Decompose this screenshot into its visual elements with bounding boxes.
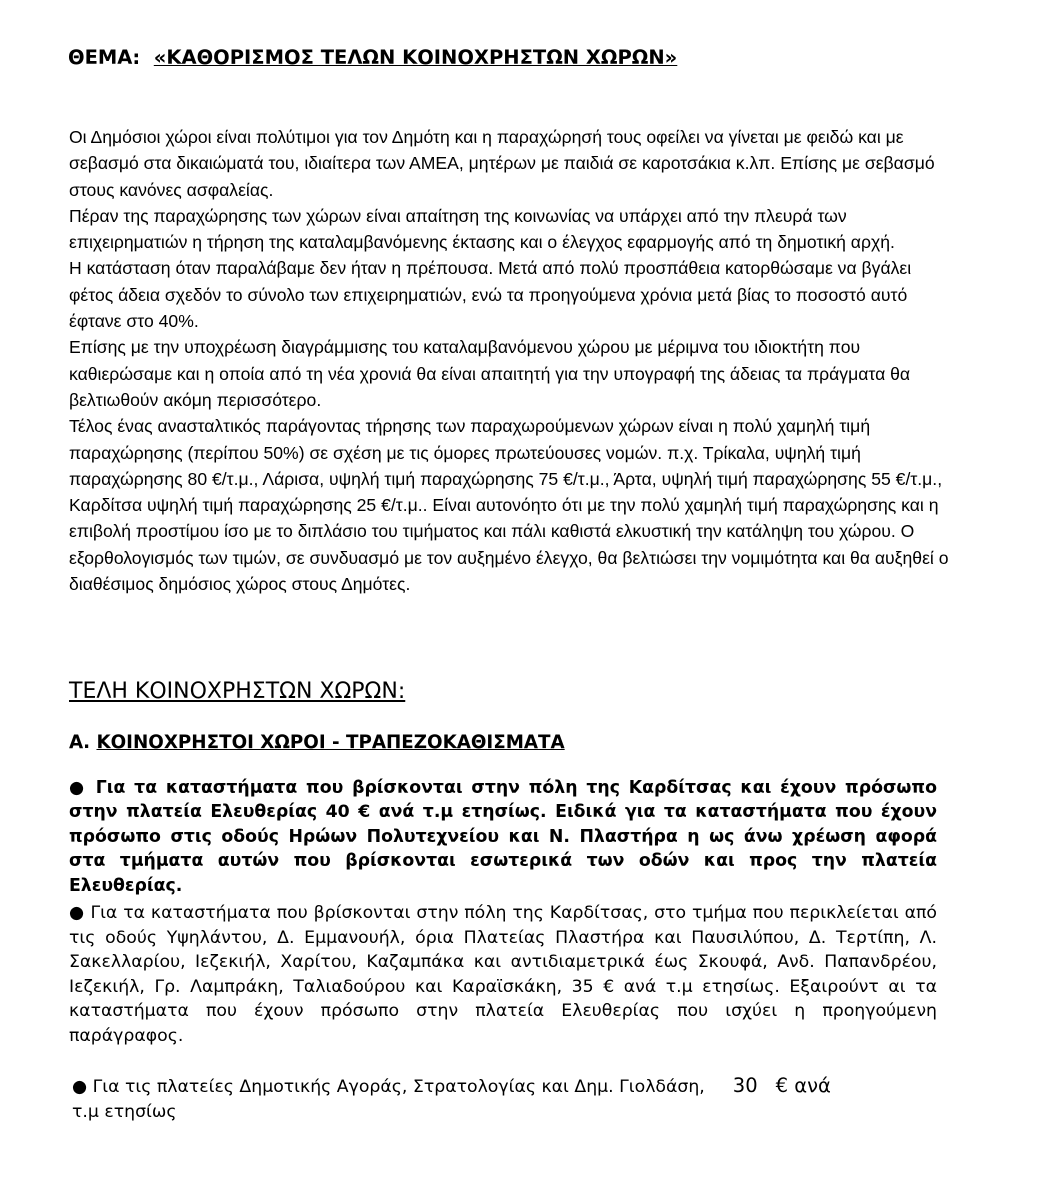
subject-heading [68, 44, 968, 72]
bullet-tail: τ.μ ετησίως [72, 1101, 177, 1122]
intro-paragraph: Η κατάσταση όταν παραλάβαμε δεν ήταν η πρέπουσα. Μετά από πολύ προσπάθεια κατορθώσαμε να βγάλει φέτος άδεια σχεδόν το σύνολο των επιχειρηματιών, ενώ τα προηγούμενα χρόνια μετά βίας το ποσοστό αυτό έφτανε στο 40%. [69, 258, 912, 332]
intro-text [69, 124, 949, 597]
subsection-title [69, 729, 969, 757]
bullet-marker: ● [69, 903, 85, 923]
bullet-unit: € ανά [775, 1074, 831, 1097]
intro-paragraph: Τέλος ένας ανασταλτικός παράγοντας τήρησης των παραχωρούμενων χώρων είναι η πολύ χαμηλή τιμή παραχώρησης (περίπου 50%) σε σχέση με τις όμορες πρωτεύουσες νομών. π.χ. Τρίκαλα, υψηλή τιμή παραχώρησης 80 €/τ.μ., Λάρισα, υψηλή τιμή παραχώρησης 75 €/τ.μ., Άρτα, υψηλή τιμή παραχώρησης 55 €/τ.μ., Καρδίτσα υψηλή τιμή παραχώρησης 25 €/τ.μ.. Είναι αυτονόητο ότι με την πολύ χαμηλή τιμή παραχώρησης και η επιβολή προστίμου ίσο με το διπλάσιο του τιμήματος και πάλι καθιστά ελκυστική την κατάληψη του χώρου. Ο εξορθολογισμός των τιμών, σε συνδυασμό με τον αυξημένο έλεγχο, θα βελτιώσει την νομιμότητα και θα αυξηθεί ο διαθέσιμος δημόσιος χώρος στους Δημότες. [69, 416, 949, 595]
subject-title: «ΚΑΘΟΡΙΣΜΟΣ ΤΕΛΩΝ ΚΟΙΝΟΧΡΗΣΤΩΝ ΧΩΡΩΝ» [153, 46, 678, 69]
intro-paragraph: Οι Δημόσιοι χώροι είναι πολύτιμοι για τον Δημότη και η παραχώρησή τους οφείλει να γίνεται με φειδώ και με σεβασμό στα δικαιώματά του, ιδιαίτερα των ΑΜΕΑ, μητέρων με παιδιά σε καροτσάκια κ.λπ. Επίσης με σεβασμό στους κανόνες ασφαλείας. [69, 127, 935, 200]
intro-paragraph: Επίσης με την υποχρέωση διαγράμμισης του καταλαμβανόμενου χώρου με μέριμνα του ιδιοκτήτη που καθιερώσαμε και η οποία από τη νέα χρονιά θα είναι απαιτητή για την υπογραφή της άδειας τα πράγματα θα βελτιωθούν ακόμη περισσότερο. [69, 337, 911, 410]
bullet-text: Για τις πλατείες Δημοτικής Αγοράς, Στρατολογίας και Δημ. Γιολδάση, [92, 1077, 705, 1097]
bullet-marker: ● [72, 1077, 88, 1097]
section-title [69, 676, 969, 708]
bullet-text: Για τα καταστήματα που βρίσκονται στην πόλη της Καρδίτσας και έχουν πρόσωπο στην πλατεία Ελευθερίας 40 € ανά τ.μ ετησίως. Ειδικά για τα καταστήματα που έχουν πρόσωπο στις οδούς Ηρώων Πολυτεχνείου και Ν. Πλαστήρα η ως άνω χρέωση αφορά στα τμήματα αυτών που βρίσκονται εσωτερικά των οδών και προς την πλατεία Ελευθερίας. [69, 778, 937, 896]
bullet-item-main-square [69, 776, 937, 898]
bullet-amount: 30 [732, 1074, 758, 1097]
intro-paragraph: Πέραν της παραχώρησης των χώρων είναι απαίτηση της κοινωνίας να υπάρχει από την πλευρά των επιχειρηματιών η τήρηση της καταλαμβανόμενης έκτασης και ο έλεγχος εφαρμογής από τη δημοτική αρχή. [69, 205, 895, 253]
bullet-item-other-squares [72, 1074, 938, 1124]
bullet-marker: ● [69, 778, 87, 798]
section-title-text: ΤΕΛΗ ΚΟΙΝΟΧΡΗΣΤΩΝ ΧΩΡΩΝ: [69, 679, 406, 704]
bullet-item-city-zone [69, 901, 937, 1049]
subject-label: ΘΕΜΑ: [68, 46, 141, 69]
subsection-title-text: ΚΟΙΝΟΧΡΗΣΤΟΙ ΧΩΡΟΙ - ΤΡΑΠΕΖΟΚΑΘΙΣΜΑΤΑ [96, 732, 565, 753]
subsection-prefix: Α. [69, 732, 91, 753]
bullet-text: Για τα καταστήματα που βρίσκονται στην πόλη της Καρδίτσας, στο τμήμα που περικλείεται από τις οδούς Υψηλάντου, Δ. Εμμανουήλ, όρια Πλατείας Πλαστήρα και Παυσιλύπου, Δ. Τερτίπη, Λ. Σακελλαρίου, Ιεζεκιήλ, Χαρίτου, Καζαμπάκα και αντιδιαμετρικά έως Σκουφά, Ανδ. Παπανδρέου, Ιεζεκιήλ, Γρ. Λαμπράκη, Ταλιαδούρου και Καραϊσκάκη, 35 € ανά τ.μ ετησίως. Εξαιρούντ αι τα καταστήματα που έχουν πρόσωπο στην πλατεία Ελευθερίας που ισχύει η προηγούμενη παράγραφος. [69, 903, 937, 1046]
